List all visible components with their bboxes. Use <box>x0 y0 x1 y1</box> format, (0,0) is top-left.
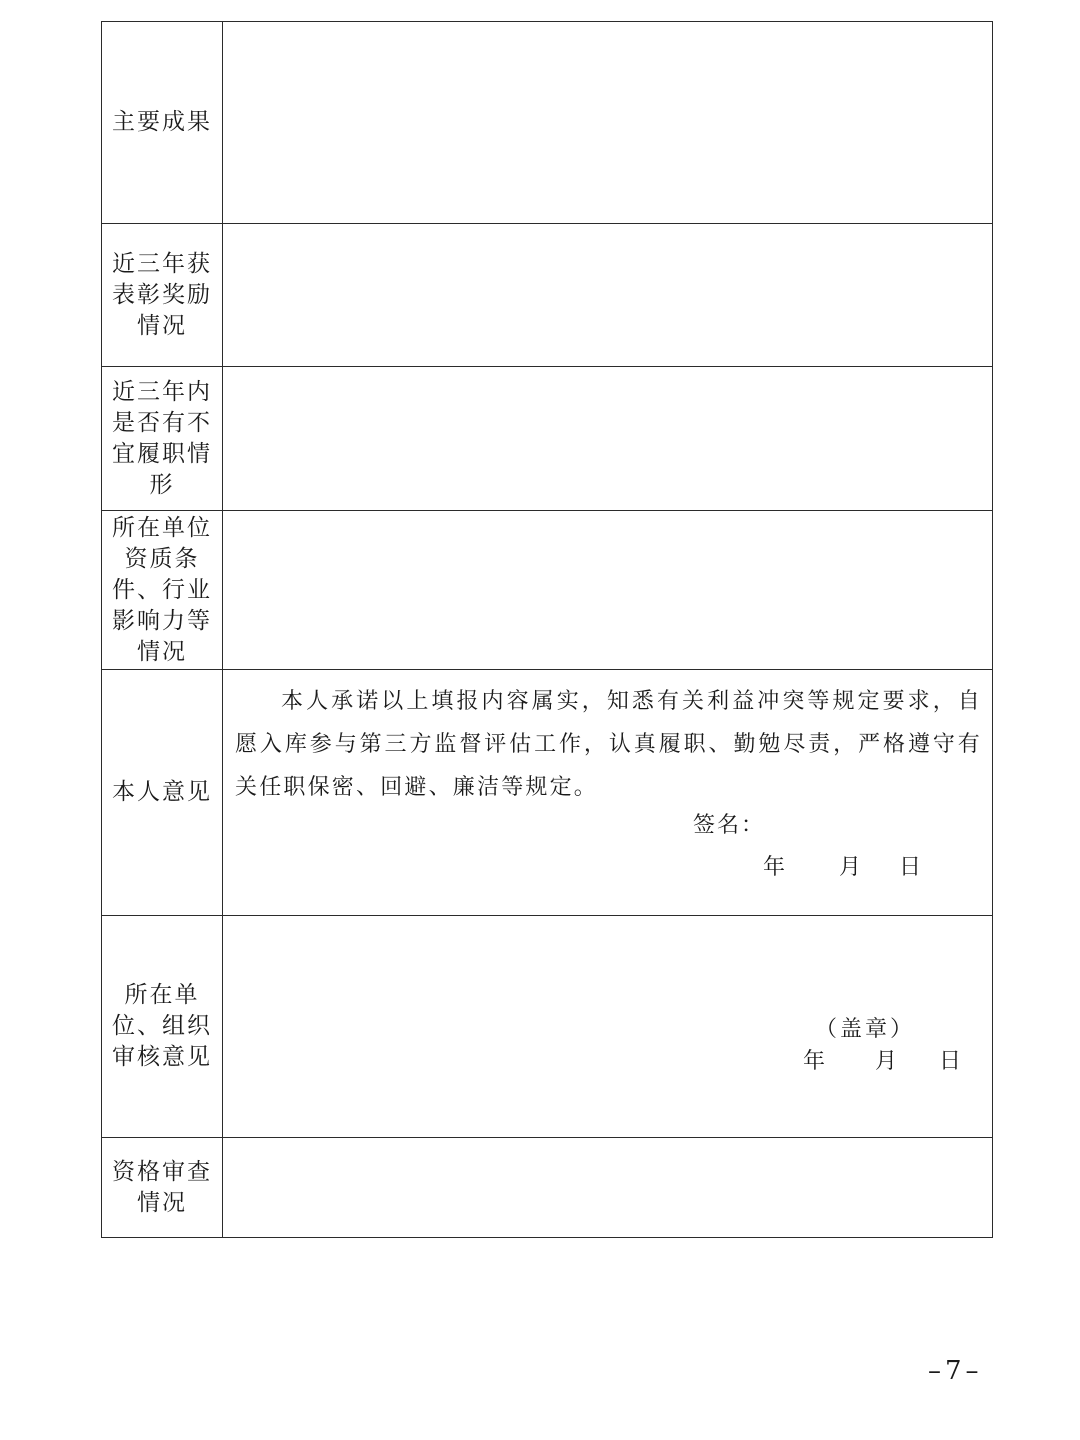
awards-field[interactable] <box>223 224 993 367</box>
table-row <box>102 511 993 670</box>
unit-qualification-field[interactable] <box>223 511 993 670</box>
awards-label-cell <box>102 224 223 367</box>
awards-label: 近三年获表彰奖励情况 <box>112 250 212 339</box>
unit-review-label-cell <box>102 916 223 1138</box>
main-results-label: 主要成果 <box>112 109 212 135</box>
table-row <box>102 367 993 511</box>
unit-review-field[interactable] <box>223 916 993 1138</box>
table-row <box>102 670 993 916</box>
unit-qualification-label: 所在单位资质条件、行业影响力等情况 <box>112 514 212 665</box>
unfit-status-label: 近三年内是否有不宜履职情形 <box>112 378 212 498</box>
date-year: 年 <box>803 1049 826 1074</box>
unfit-status-field[interactable] <box>223 367 993 511</box>
main-results-field[interactable] <box>223 22 993 224</box>
date-month: 月 <box>839 855 862 880</box>
date-month: 月 <box>875 1049 898 1074</box>
table-row <box>102 916 993 1138</box>
personal-opinion-label-cell <box>102 670 223 916</box>
unit-review-label: 所在单位、组织审核意见 <box>112 982 212 1070</box>
application-form-table <box>101 21 993 1238</box>
table-row <box>102 1138 993 1238</box>
main-results-label-cell <box>102 22 223 224</box>
seal-label: （盖章） <box>815 1017 916 1042</box>
date-year: 年 <box>763 855 786 880</box>
page-number: –7– <box>928 1356 983 1386</box>
personal-opinion-label: 本人意见 <box>112 779 212 805</box>
unit-qualification-label-cell <box>102 511 223 670</box>
table-row <box>102 22 993 224</box>
table-row <box>102 224 993 367</box>
personal-opinion-field[interactable] <box>223 670 993 916</box>
unfit-status-label-cell <box>102 367 223 511</box>
qualification-review-field[interactable] <box>223 1138 993 1238</box>
date-day: 日 <box>939 1049 962 1074</box>
qualification-review-label-cell <box>102 1138 223 1238</box>
signature-label: 签名： <box>693 813 766 838</box>
date-day: 日 <box>899 855 922 880</box>
pledge-text: 本人承诺以上填报内容属实，知悉有关利益冲突等规定要求，自愿入库参与第三方监督评估工作，认真履职、勤勉尽责，严格遵守有关任职保密、回避、廉洁等规定。 <box>235 689 982 800</box>
qualification-review-label: 资格审查情况 <box>112 1158 212 1216</box>
